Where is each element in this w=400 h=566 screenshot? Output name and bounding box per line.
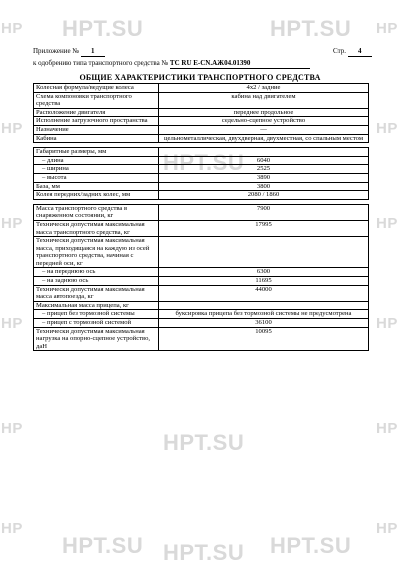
page-label: Стр. (333, 47, 346, 55)
table-row (34, 277, 369, 286)
page-title: ОБЩИЕ ХАРАКТЕРИСТИКИ ТРАНСПОРТНОГО СРЕДСТВА (79, 73, 321, 82)
table-row (34, 108, 369, 117)
row-label: – ширина (34, 165, 159, 174)
row-label: – прицеп без тормозной системы (34, 310, 159, 319)
table-row (34, 156, 369, 165)
row-value: 6040 (159, 156, 369, 165)
row-value: цельнометаллическая, двухдверная, двухместная, со спальным местом (159, 134, 369, 143)
row-label: Технически допустимая максимальная масса автопоезда, кг (34, 285, 159, 301)
watermark: HPT.SU (62, 16, 144, 41)
row-value: 11695 (159, 277, 369, 286)
row-label: – высота (34, 173, 159, 182)
row-value: 2525 (159, 165, 369, 174)
row-label: – на переднюю ось (34, 268, 159, 277)
table-row (34, 220, 369, 236)
row-value: 10095 (159, 327, 369, 351)
table-row (34, 182, 369, 191)
row-value (159, 148, 369, 157)
table-row (34, 237, 369, 268)
row-value: 4x2 / задние (159, 84, 369, 93)
table-row (34, 84, 369, 93)
table-row (34, 310, 369, 319)
watermark: HPT.SU (62, 533, 144, 558)
table-row (34, 319, 369, 328)
row-value (159, 237, 369, 268)
row-label: База, мм (34, 182, 159, 191)
approval-text: к одобрению типа транспортного средства № (33, 59, 169, 67)
table-row (34, 134, 369, 143)
table-row (34, 285, 369, 301)
row-value: 36100 (159, 319, 369, 328)
row-label: Схема компоновки транспортного средства (34, 92, 159, 108)
row-label: Габаритные размеры, мм (34, 148, 159, 157)
row-value (159, 301, 369, 310)
table-row (34, 117, 369, 126)
row-value: 44000 (159, 285, 369, 301)
appendix-number: 1 (81, 47, 105, 57)
row-value: 17995 (159, 220, 369, 236)
table-row (34, 148, 369, 157)
row-label: Технически допустимая максимальная нагрузка на опорно-сцепное устройство, даН (34, 327, 159, 351)
row-value: седельно-сцепное устройство (159, 117, 369, 126)
watermark: HPT.SU (163, 540, 245, 565)
row-value: 3800 (159, 182, 369, 191)
row-value: 2080 / 1860 (159, 191, 369, 200)
row-value: 3890 (159, 173, 369, 182)
characteristics-table (33, 83, 369, 351)
table-row (34, 173, 369, 182)
row-label: Исполнение загрузочного пространства (34, 117, 159, 126)
table-row (34, 165, 369, 174)
table-row (34, 191, 369, 200)
row-value: 7900 (159, 204, 369, 220)
row-value: переднее продольное (159, 108, 369, 117)
table-row (34, 125, 369, 134)
approval-number: TC RU E-CN.АЖ04.01390 (170, 59, 310, 69)
row-value: 6300 (159, 268, 369, 277)
row-label: – на заднюю ось (34, 277, 159, 286)
row-value: буксировка прицепа без тормозной системы не предусмотрена (159, 310, 369, 319)
watermark: HPT.SU (270, 16, 352, 41)
page-number: 4 (348, 47, 372, 57)
row-label: Максимальная масса прицепа, кг (34, 301, 159, 310)
table-row (34, 268, 369, 277)
row-value: — (159, 125, 369, 134)
row-label: Назначение (34, 125, 159, 134)
appendix-line (33, 47, 105, 57)
watermark: HPT.SU (270, 533, 352, 558)
appendix-label: Приложение № (33, 47, 79, 55)
row-label: Колесная формула/ведущие колеса (34, 84, 159, 93)
row-label: Кабина (34, 134, 159, 143)
row-label: Расположение двигателя (34, 108, 159, 117)
watermark: HPT.SU (163, 430, 245, 455)
row-label: Технически допустимая максимальная масса, приходящаяся на каждую из осей транспортного средства, начиная с передней оси, кг (34, 237, 159, 268)
approval-line (33, 59, 310, 69)
watermark: HPT.SU (163, 150, 245, 175)
table-row (34, 92, 369, 108)
row-label: – прицеп с тормозной системой (34, 319, 159, 328)
table-row (34, 327, 369, 351)
table-row (34, 301, 369, 310)
row-value: кабина над двигателем (159, 92, 369, 108)
row-label: Колея передних/задних колес, мм (34, 191, 159, 200)
row-label: – длина (34, 156, 159, 165)
table-row (34, 204, 369, 220)
row-label: Технически допустимая максимальная масса транспортного средства, кг (34, 220, 159, 236)
row-label: Масса транспортного средства в снаряженном состоянии, кг (34, 204, 159, 220)
page-number-line (333, 47, 372, 57)
